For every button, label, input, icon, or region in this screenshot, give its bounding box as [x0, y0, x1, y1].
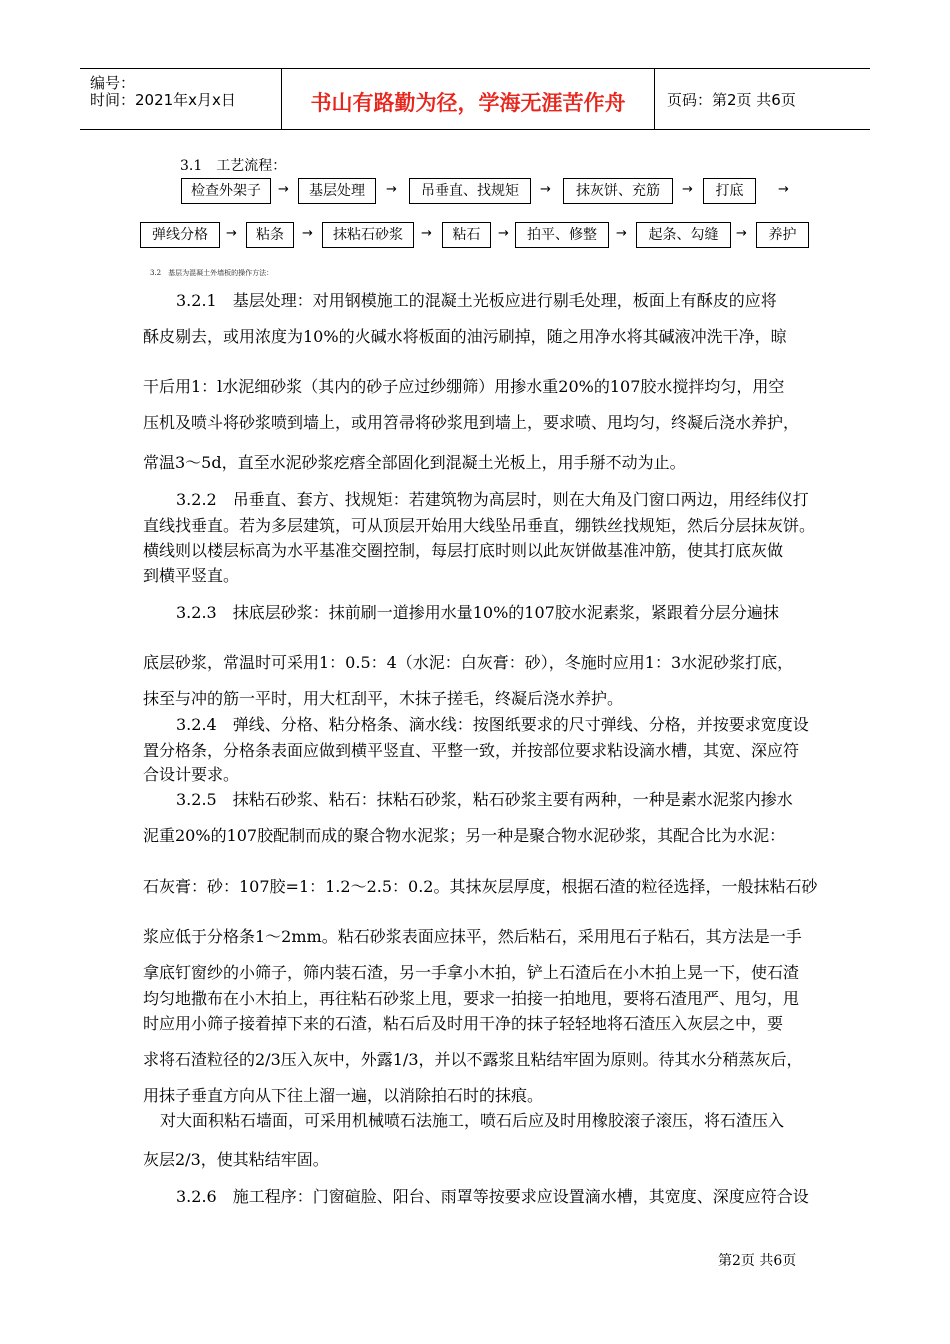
flow-step: 基层处理: [298, 178, 376, 204]
paragraph-line: 用抹子垂直方向从下往上溜一遍，以消除拍石时的抹痕。: [143, 1086, 544, 1105]
paragraph-line: 求将石渣粒径的2/3压入灰中，外露1/3，并以不露浆且粘结牢固为原则。待其水分稍蒸灰后，: [143, 1050, 803, 1069]
flow-step: 粘石: [442, 222, 491, 248]
flow-arrow: →: [421, 226, 432, 241]
paragraph-line: 直线找垂直。若为多层建筑，可从顶层开始用大线坠吊垂直，绷铁丝找规矩，然后分层抹灰饼。: [143, 516, 816, 535]
flow-step: 打底: [703, 178, 756, 204]
paragraph-line: 置分格条，分格条表面应做到横平竖直、平整一致，并按部位要求粘设滴水槽，其宽、深应符: [143, 741, 800, 760]
flow-arrow: →: [736, 226, 747, 241]
paragraph-line: 对大面积粘石墙面，可采用机械喷石法施工，喷石后应及时用橡胶滚子滚压，将石渣压入: [160, 1111, 785, 1130]
paragraph-line: 泥重20%的107胶配制而成的聚合物水泥浆；另一种是聚合物水泥砂浆，其配合比为水泥：: [143, 826, 786, 845]
paragraph-line: 均匀地撒布在小木拍上，再往粘石砂浆上甩，要求一拍接一拍地甩，要将石渣甩严、甩匀，甩: [143, 989, 800, 1008]
paragraph-line: 3.2.3 抹底层砂浆：抹前刷一道掺用水量10%的107胶水泥素浆，紧跟着分层分遍抹: [176, 603, 779, 622]
paragraph-line: 3.2.6 施工程序：门窗碹脸、阳台、雨罩等按要求应设置滴水槽，其宽度、深度应符合设: [176, 1187, 809, 1206]
flow-arrow: →: [498, 226, 509, 241]
date-label: 时间：2021年x月x日: [90, 91, 236, 109]
flow-arrow: →: [302, 226, 313, 241]
paragraph-line: 合设计要求。: [143, 765, 240, 784]
flow-step: 吊垂直、找规矩: [409, 178, 531, 204]
paragraph-line: 灰层2/3，使其粘结牢固。: [143, 1150, 329, 1169]
flow-arrow: →: [682, 182, 693, 197]
header-info-cell: [80, 69, 282, 129]
flow-arrow: →: [616, 226, 627, 241]
paragraph-line: 3.2.1 基层处理：对用钢模施工的混凝土光板应进行剔毛处理，板面上有酥皮的应将: [176, 291, 777, 310]
flow-arrow: →: [278, 182, 289, 197]
paragraph-line: 3.2.2 吊垂直、套方、找规矩：若建筑物为高层时，则在大角及门窗口两边，用经纬仪打: [176, 490, 809, 509]
header-page-cell: [655, 69, 870, 129]
page-number-label: 页码：第2页 共6页: [667, 91, 796, 109]
paragraph-line: 横线则以楼层标高为水平基准交圈控制，每层打底时则以此灰饼做基准冲筋，使其打底灰做: [143, 541, 784, 560]
section-subheading: 3.2 基层为混凝土外墙板的操作方法：: [150, 269, 274, 277]
flow-step: 抹灰饼、充筋: [563, 178, 673, 204]
flow-step: 检查外架子: [181, 178, 271, 204]
page-footer: 第2页 共6页: [718, 1253, 797, 1269]
paragraph-line: 压机及喷斗将砂浆喷到墙上，或用笤帚将砂浆甩到墙上，要求喷、甩均匀，终凝后浇水养护，: [143, 413, 800, 432]
paragraph-line: 石灰膏：砂：107胶=1：1.2～2.5：0.2。其抹灰层厚度，根据石渣的粒径选择，一般抹粘石砂: [143, 877, 818, 896]
paragraph-line: 拿底钉窗纱的小筛子，筛内装石渣，另一手拿小木拍，铲上石渣后在小木拍上晃一下，使石渣: [143, 963, 800, 982]
flow-arrow: →: [778, 182, 789, 197]
paragraph-line: 底层砂浆，常温时可采用1：0.5：4（水泥：白灰膏：砂），冬施时应用1：3水泥砂浆打底，: [143, 653, 794, 672]
number-label: 编号：: [90, 74, 136, 92]
flow-arrow: →: [386, 182, 397, 197]
flow-step: 起条、勾缝: [636, 222, 731, 248]
flow-step: 拍平、修整: [515, 222, 609, 248]
paragraph-line: 抹至与冲的筋一平时，用大杠刮平，木抹子搓毛，终凝后浇水养护。: [143, 689, 624, 708]
paragraph-line: 干后用1：l水泥细砂浆（其内的砂子应过纱绷筛）用掺水重20%的107胶水搅拌均匀，用空: [143, 377, 785, 396]
paragraph-line: 常温3～5d，直至水泥砂浆疙瘩全部固化到混凝土光板上，用手掰不动为止。: [143, 453, 686, 472]
flow-title: 3.1 工艺流程：: [180, 158, 287, 174]
paragraph-line: 酥皮剔去，或用浓度为10%的火碱水将板面的油污刷掉，随之用净水将其碱液冲洗干净，晾: [143, 327, 787, 346]
flow-step: 弹线分格: [140, 222, 220, 248]
paragraph-line: 时应用小筛子接着掉下来的石渣，粘石后及时用干净的抹子轻轻地将石渣压入灰层之中，要: [143, 1014, 784, 1033]
paragraph-line: 浆应低于分格条1～2mm。粘石砂浆表面应抹平，然后粘石，采用甩石子粘石，其方法是一手: [143, 927, 802, 946]
flow-step: 养护: [756, 222, 809, 248]
flow-arrow: →: [540, 182, 551, 197]
header-motto-cell: [282, 69, 655, 129]
motto-text: 书山有路勤为径，学海无涯苦作舟: [310, 91, 626, 115]
flow-step: 抹粘石砂浆: [322, 222, 414, 248]
page-header: [80, 68, 870, 130]
paragraph-line: 3.2.4 弹线、分格、粘分格条、滴水线：按图纸要求的尺寸弹线、分格，并按要求宽度设: [176, 715, 809, 734]
paragraph-line: 3.2.5 抹粘石砂浆、粘石：抹粘石砂浆，粘石砂浆主要有两种，一种是素水泥浆内掺水: [176, 790, 793, 809]
flow-arrow: →: [226, 226, 237, 241]
flow-step: 粘条: [246, 222, 294, 248]
paragraph-line: 到横平竖直。: [143, 566, 240, 585]
